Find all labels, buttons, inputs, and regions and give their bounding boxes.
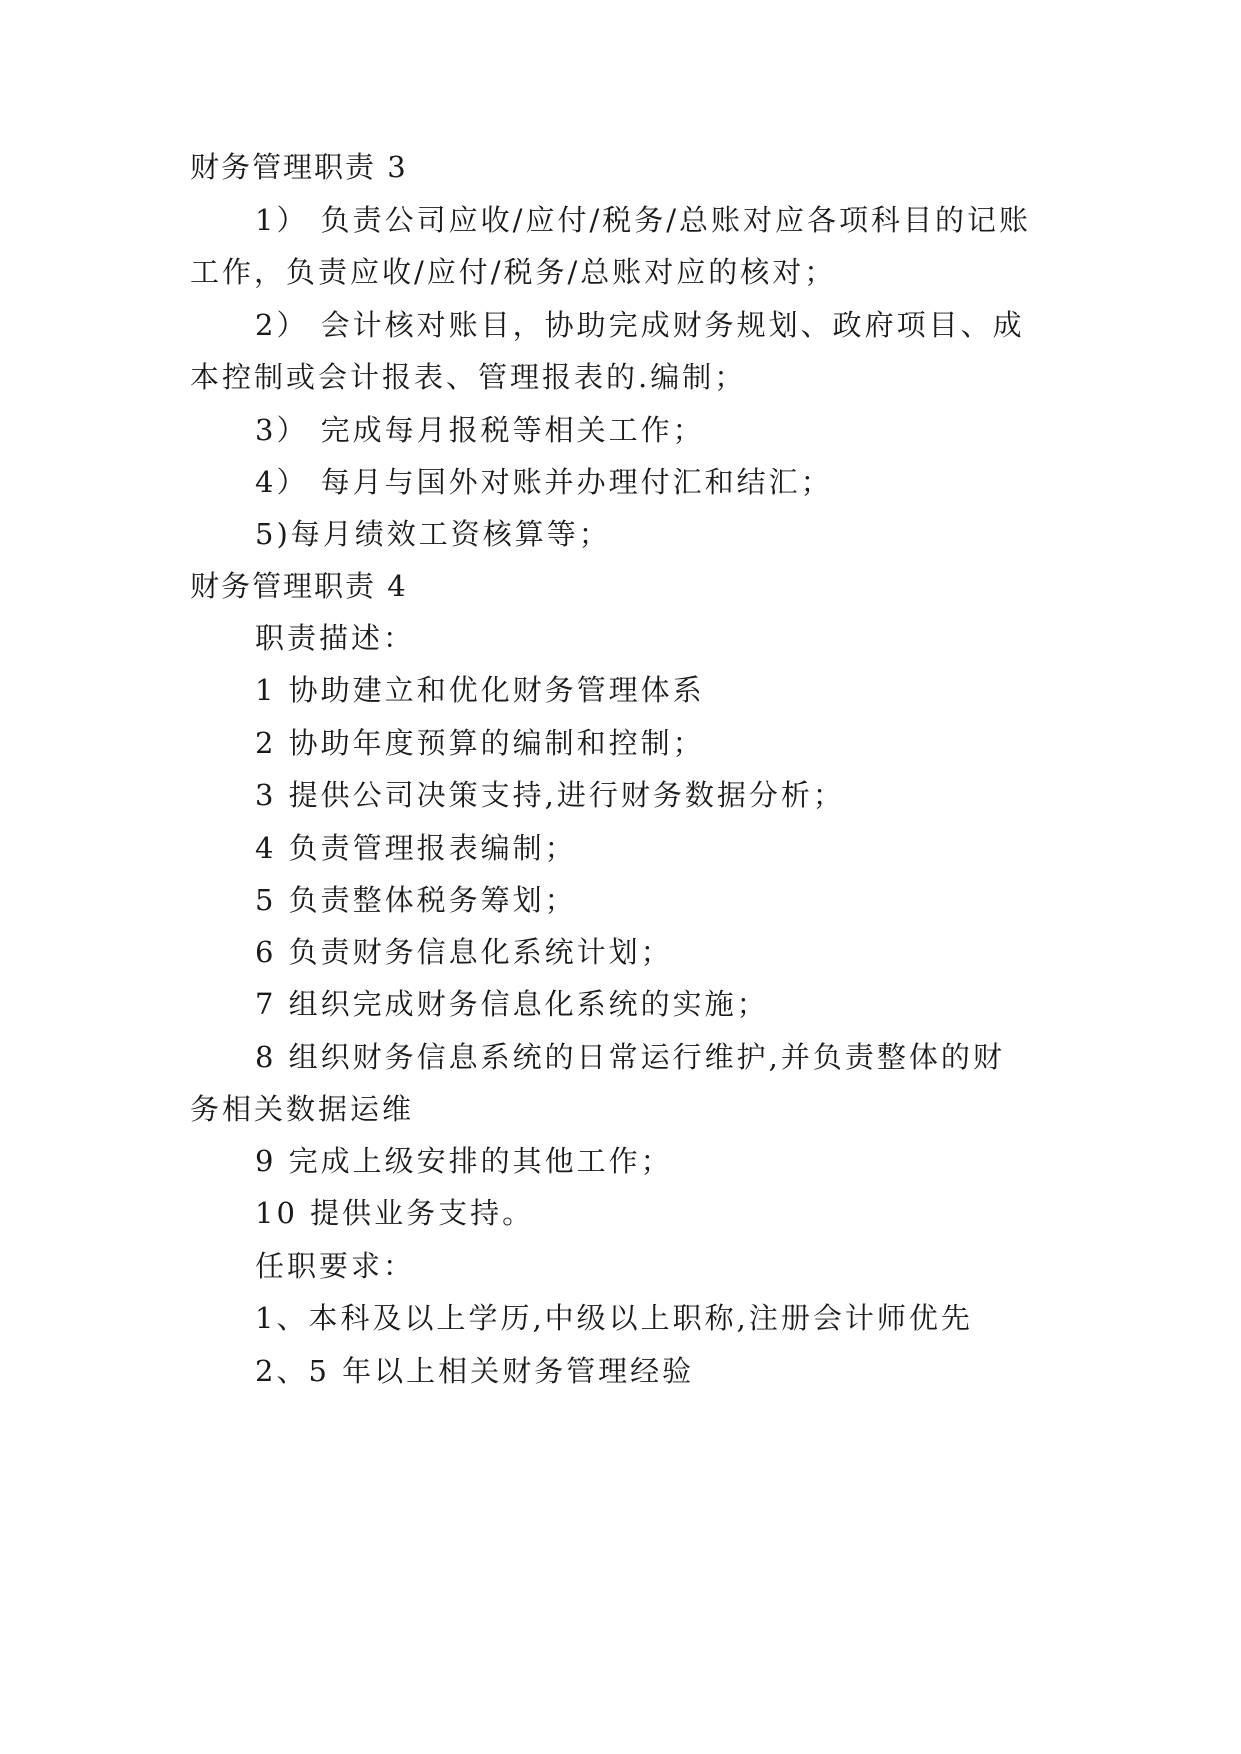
section-3-title: 财务管理职责 3: [190, 150, 408, 184]
section-3-item-5: 5)每月绩效工资核算等；: [255, 517, 611, 551]
duty-item: 8 组织财务信息系统的日常运行维护,并负责整体的财: [255, 1040, 1005, 1074]
section-4-title: 财务管理职责 4: [190, 569, 408, 603]
duty-item: 2 协助年度预算的编制和控制；: [255, 726, 705, 760]
section-3-item-3: 3） 完成每月报税等相关工作；: [255, 413, 705, 447]
requirement-item: 2、5 年以上相关财务管理经验: [255, 1354, 695, 1388]
requirements-label: 任职要求：: [255, 1249, 416, 1283]
section-3-item-4: 4） 每月与国外对账并办理付汇和结汇；: [255, 465, 833, 499]
section-3-item-2: 2） 会计核对账目，协助完成财务规划、政府项目、成: [255, 308, 1025, 342]
duty-item: 6 负责财务信息化系统计划；: [255, 935, 673, 969]
duty-item: 3 提供公司决策支持,进行财务数据分析；: [255, 778, 845, 812]
section-3-item-1: 1） 负责公司应收/应付/税务/总账对应各项科目的记账: [255, 203, 1031, 237]
duty-item: 10 提供业务支持。: [255, 1196, 535, 1230]
requirement-item: 1、本科及以上学历,中级以上职称,注册会计师优先: [255, 1301, 973, 1335]
duty-item: 4 负责管理报表编制；: [255, 831, 577, 865]
duty-item-continued: 务相关数据运维: [190, 1092, 415, 1126]
duty-item: 9 完成上级安排的其他工作；: [255, 1144, 673, 1178]
duty-item: 5 负责整体税务筹划；: [255, 883, 577, 917]
duty-item: 1 协助建立和优化财务管理体系: [255, 673, 705, 707]
duty-item: 7 组织完成财务信息化系统的实施；: [255, 987, 769, 1021]
section-3-item-1-continued: 工作，负责应收/应付/税务/总账对应的核对；: [190, 255, 837, 289]
duties-label: 职责描述：: [255, 621, 416, 655]
section-3-item-2-continued: 本控制或会计报表、管理报表的.编制；: [190, 360, 747, 394]
